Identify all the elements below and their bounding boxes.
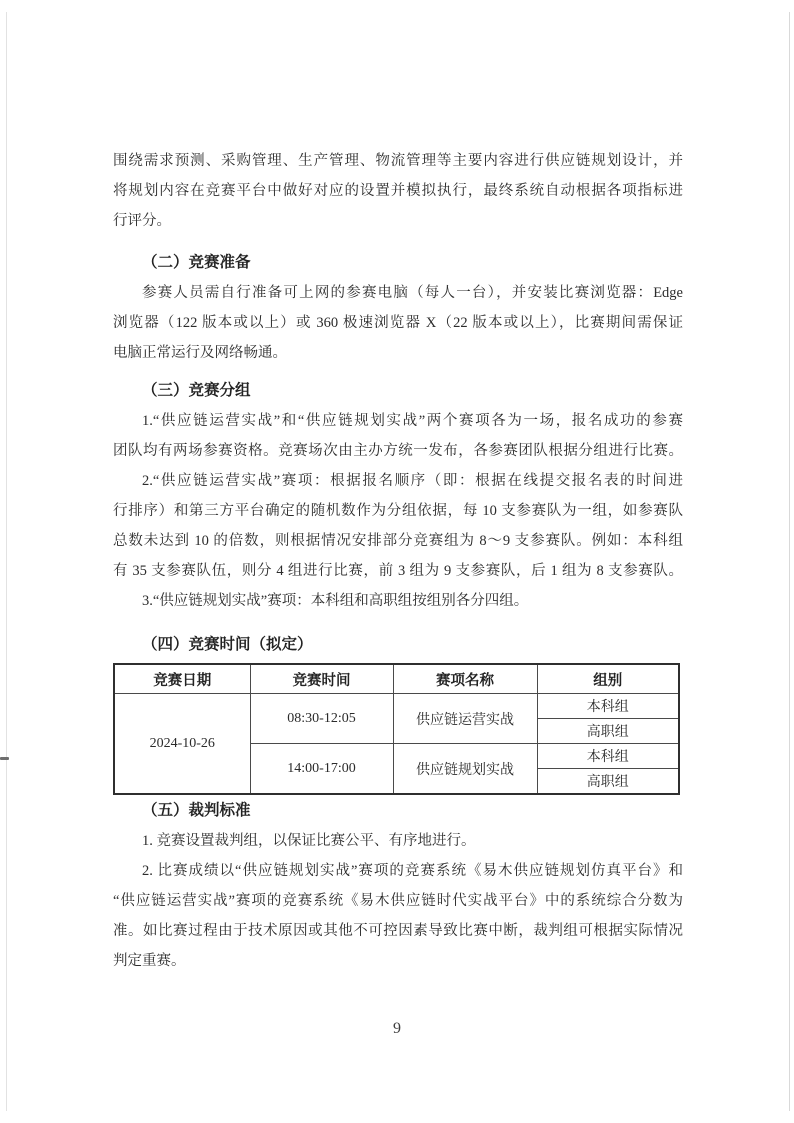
body-line: 行评分。 [113,213,171,229]
body-line: “供应链运营实战”赛项的竞赛系统《易木供应链时代实战平台》中的系统综合分数为 [113,893,683,909]
table-cell-date: 2024-10-26 [114,694,250,795]
table-cell-group: 高职组 [537,719,679,744]
table-row [114,694,679,719]
table-header-cell-date: 竞赛日期 [114,664,250,694]
table-cell-group: 本科组 [537,744,679,769]
body-line: 1.“供应链运营实战”和“供应链规划实战”两个赛项各为一场，报名成功的参赛 [142,413,683,429]
body-line: 总数未达到 10 的倍数，则根据情况安排部分竞赛组为 8～9 支参赛队。例如：本科组 [113,533,683,549]
table-header-cell-time: 竞赛时间 [250,664,393,694]
scan-edge-right [789,12,790,1111]
section-heading-preparation: （二）竞赛准备 [142,254,251,271]
body-line: 电脑正常运行及网络畅通。 [113,345,287,361]
table-cell-event-operations: 供应链运营实战 [393,694,537,744]
body-line: 准。如比赛过程由于技术原因或其他不可控因素导致比赛中断，裁判组可根据实际情况 [113,923,683,939]
section-heading-grouping: （三）竞赛分组 [142,382,251,399]
section-heading-judging: （五）裁判标准 [142,802,251,819]
table-cell-time-morning: 08:30-12:05 [250,694,393,744]
table-cell-event-planning: 供应链规划实战 [393,744,537,795]
body-line: 行排序）和第三方平台确定的随机数作为分组依据，每 10 支参赛队为一组，如参赛队 [113,503,683,519]
body-line: 1. 竞赛设置裁判组，以保证比赛公平、有序地进行。 [142,833,476,849]
body-line: 浏览器（122 版本或以上）或 360 极速浏览器 X（22 版本或以上），比赛期间需保证 [113,315,683,331]
section-heading-schedule: （四）竞赛时间（拟定） [142,636,313,653]
table-header-row [114,664,679,694]
body-line: 2.“供应链运营实战”赛项：根据报名顺序（即：根据在线提交报名表的时间进 [142,473,683,489]
table-header-cell-event: 赛项名称 [393,664,537,694]
schedule-table [113,663,680,795]
page-content [113,146,683,976]
table-cell-group: 高职组 [537,769,679,795]
scan-edge-left [6,12,7,1111]
table-cell-time-afternoon: 14:00-17:00 [250,744,393,795]
body-line: 参赛人员需自行准备可上网的参赛电脑（每人一台），并安装比赛浏览器：Edge [142,285,683,301]
body-line: 围绕需求预测、采购管理、生产管理、物流管理等主要内容进行供应链规划设计，并 [113,153,683,169]
page-number: 9 [393,1020,401,1037]
table-header-cell-group: 组别 [537,664,679,694]
body-line: 将规划内容在竞赛平台中做好对应的设置并模拟执行，最终系统自动根据各项指标进 [113,183,683,199]
body-line: 3.“供应链规划实战”赛项：本科组和高职组按组别各分四组。 [142,593,529,609]
table-cell-group: 本科组 [537,694,679,719]
body-line: 团队均有两场参赛资格。竞赛场次由主办方统一发布，各参赛团队根据分组进行比赛。 [113,443,683,459]
body-line: 有 35 支参赛队伍，则分 4 组进行比赛，前 3 组为 9 支参赛队，后 1 组为 8 支参赛队。 [113,563,683,579]
scan-mark [0,757,9,760]
body-line: 2. 比赛成绩以“供应链规划实战”赛项的竞赛系统《易木供应链规划仿真平台》和 [142,863,683,879]
body-line: 判定重赛。 [113,953,186,969]
